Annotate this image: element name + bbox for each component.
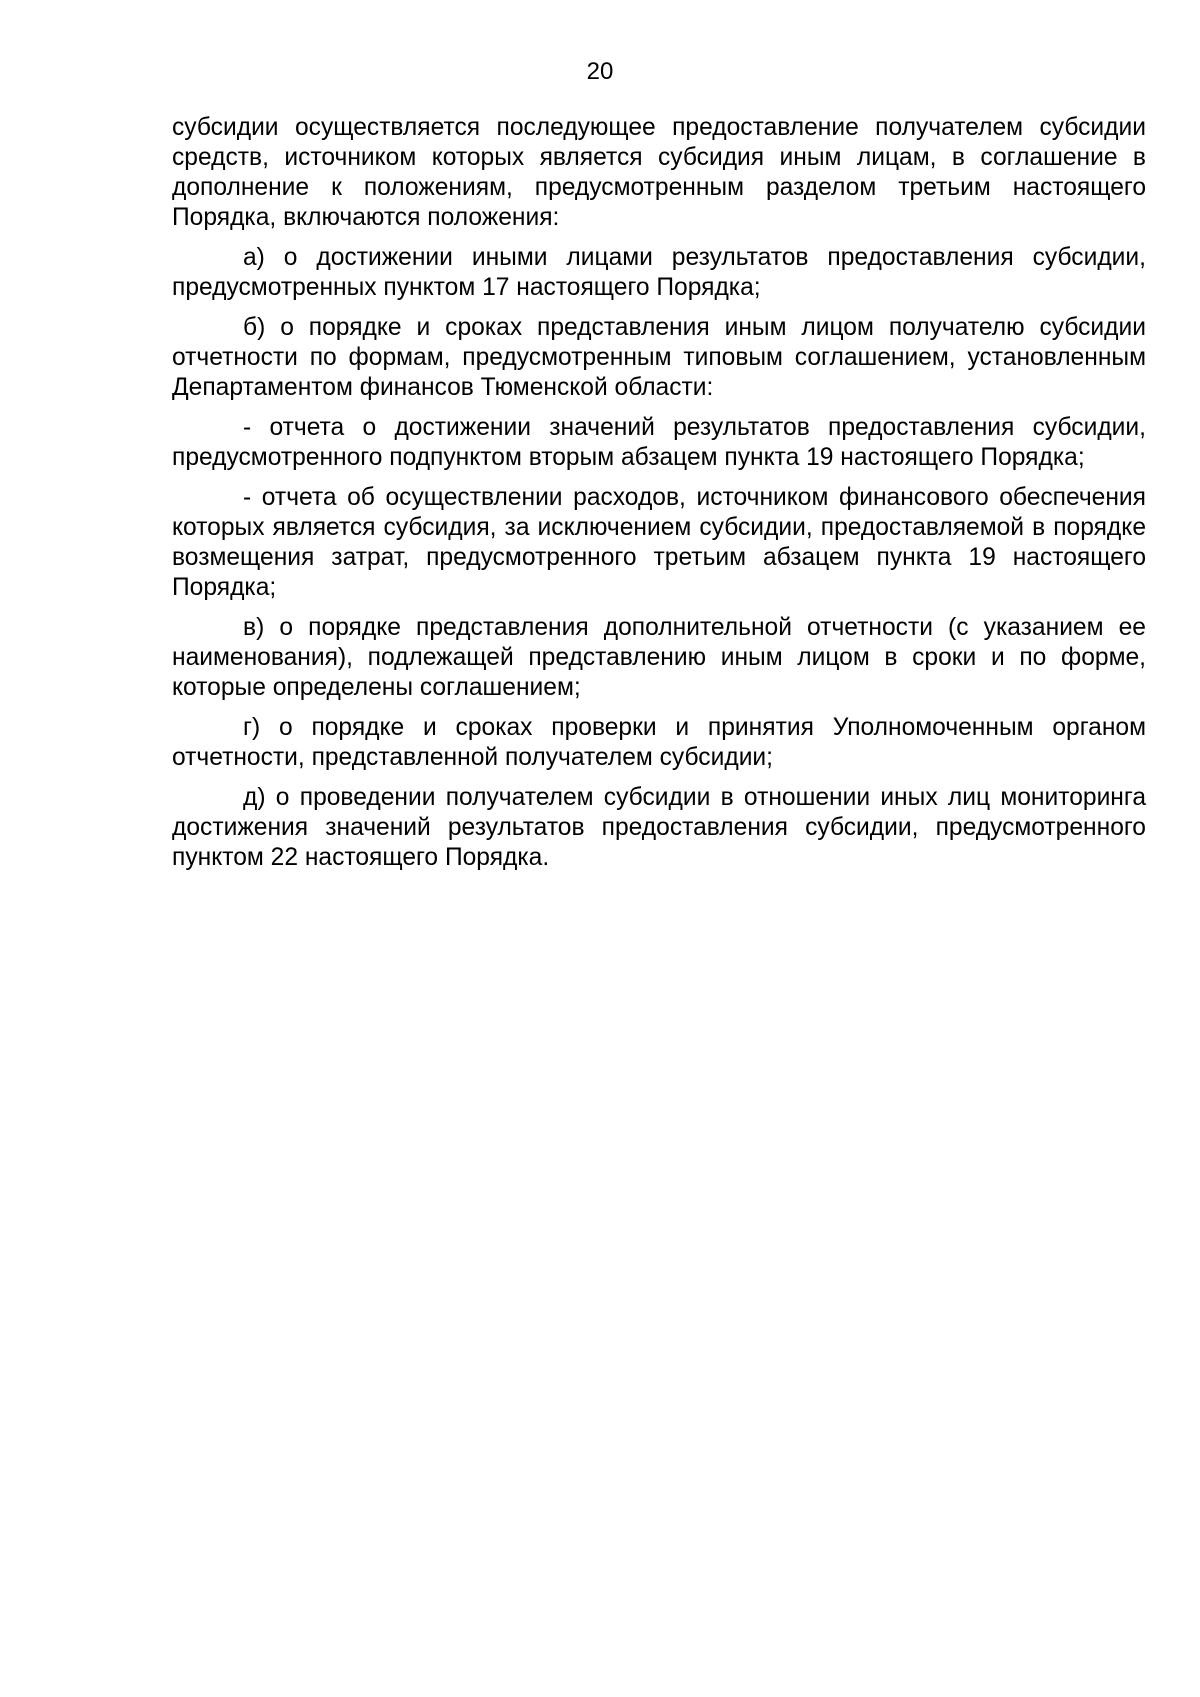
paragraph-item-b-dash-1: - отчета о достижении значений результатов предоставления субсидии, предусмотренного подпунктом вторым абзацем пункта 19 настоящего Порядка; xyxy=(172,414,1146,471)
paragraph-item-v: в) о порядке представления дополнительной отчетности (с указанием ее наименования), подлежащей представлению иным лицом в сроки и по форме, которые определены соглашением; xyxy=(172,614,1146,701)
paragraph-item-b: б) о порядке и сроках представления иным лицом получателю субсидии отчетности по формам, предусмотренным типовым соглашением, установленным Департаментом финансов Тюменской области: xyxy=(172,314,1146,401)
paragraph-item-a: а) о достижении иными лицами результатов предоставления субсидии, предусмотренных пунктом 17 настоящего Порядка; xyxy=(172,244,1146,301)
document-body xyxy=(172,113,1146,883)
page-number: 20 xyxy=(586,58,614,85)
paragraph-item-g: г) о порядке и сроках проверки и принятия Уполномоченным органом отчетности, представленной получателем субсидии; xyxy=(172,714,1146,771)
paragraph-item-d: д) о проведении получателем субсидии в отношении иных лиц мониторинга достижения значений результатов предоставления субсидии, предусмотренного пунктом 22 настоящего Порядка. xyxy=(172,784,1146,871)
paragraph-continuation: субсидии осуществляется последующее предоставление получателем субсидии средств, источником которых является субсидия иным лицам, в соглашение в дополнение к положениям, предусмотренным разделом третьим настоящего Порядка, включаются положения: xyxy=(172,114,1146,231)
paragraph-item-b-dash-2: - отчета об осуществлении расходов, источником финансового обеспечения которых является субсидия, за исключением субсидии, предоставляемой в порядке возмещения затрат, предусмотренного третьим абзацем пункта 19 настоящего Порядка; xyxy=(172,484,1146,601)
